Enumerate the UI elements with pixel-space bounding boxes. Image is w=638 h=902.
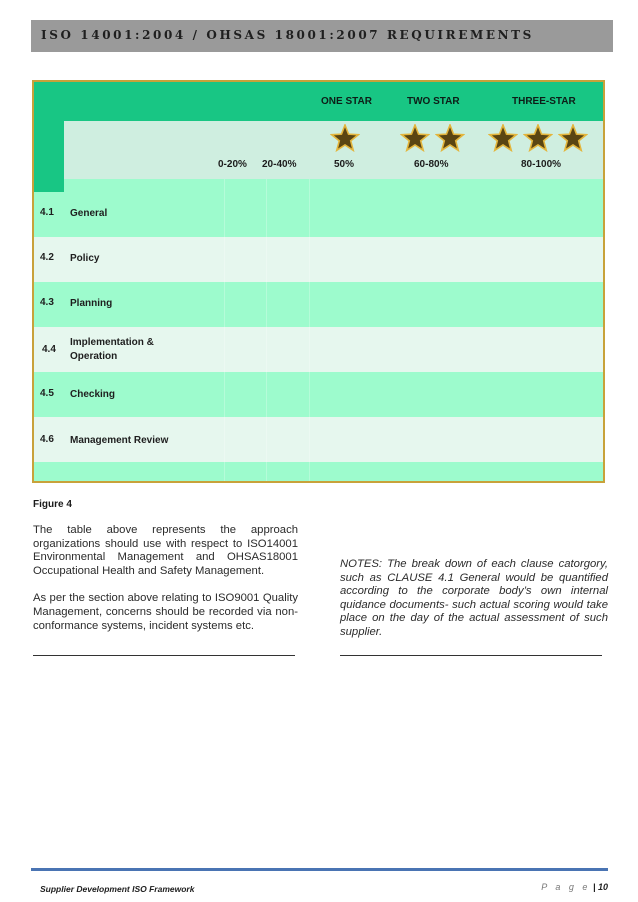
percent-80-100: 80-100% [521, 159, 562, 170]
left-paragraph: The table above represents the approach organizations should use with respect to ISO14001 Environmental Management and OHSAS18001 Occupational Health and Safety Management. [33, 524, 298, 577]
table-row [34, 237, 603, 282]
left-paragraph: As per the section above relating to ISO9001 Quality Management, concerns should be recorded via non-conformance systems, incident systems etc. [33, 592, 298, 632]
page-number-value: 10 [597, 882, 608, 892]
footer-document-title: Supplier Development ISO Framework [40, 884, 195, 894]
page-header-bar [31, 20, 613, 52]
header-three-star: THREE-STAR [512, 96, 576, 107]
left-divider-rule [33, 655, 295, 656]
notes-text: NOTES: The break down of each clause catorgory, such as CLAUSE 4.1 General would be quantified according to the corporate body’s own internal quidance documents- such actual scoring would take place on the day of the actual assessment of such supplier. [340, 558, 608, 638]
row-label: Policy [70, 253, 100, 264]
row-number: 4.2 [40, 252, 54, 263]
page-separator: | [592, 882, 596, 892]
page-word: P a g e [541, 882, 591, 892]
row-number: 4.3 [40, 297, 54, 308]
row-number: 4.5 [40, 388, 54, 399]
table-row [34, 462, 603, 483]
row-number: 4.6 [40, 434, 54, 445]
gold-star-icon [330, 124, 360, 154]
table-row [34, 282, 603, 327]
footer-page-number [541, 882, 608, 892]
table-stars-row [34, 121, 603, 179]
header-one-star: ONE STAR [321, 96, 372, 107]
column-divider [224, 179, 225, 483]
figure-caption: Figure 4 [33, 499, 72, 510]
table-row [34, 192, 603, 237]
footer-rule [31, 868, 608, 871]
left-text-column [33, 524, 298, 647]
gold-star-icon [488, 124, 518, 154]
percent-50: 50% [334, 159, 355, 170]
table-row [34, 372, 603, 417]
row-label: Implementation & Operation [70, 337, 154, 362]
right-divider-rule [340, 655, 602, 656]
column-divider [309, 179, 310, 483]
row-number: 4.1 [40, 207, 54, 218]
page-header-title: ISO 14001:2004 / OHSAS 18001:2007 REQUIREMENTS [41, 28, 534, 42]
star-rating-table [32, 80, 605, 483]
row-label: Checking [70, 389, 116, 400]
table-row [34, 417, 603, 462]
gold-star-icon [400, 124, 430, 154]
column-divider [266, 179, 267, 483]
row-label: Planning [70, 298, 113, 309]
gold-star-icon [435, 124, 465, 154]
percent-60-80: 60-80% [414, 159, 449, 170]
row-label: General [70, 208, 108, 219]
row-label: Management Review [70, 435, 169, 446]
percent-0-20: 0-20% [218, 159, 247, 170]
table-row [34, 327, 603, 372]
row-number: 4.4 [42, 344, 56, 355]
table-header-row [34, 82, 603, 121]
gold-star-icon [558, 124, 588, 154]
percent-20-40: 20-40% [262, 159, 297, 170]
header-two-star: TWO STAR [407, 96, 460, 107]
gold-star-icon [523, 124, 553, 154]
